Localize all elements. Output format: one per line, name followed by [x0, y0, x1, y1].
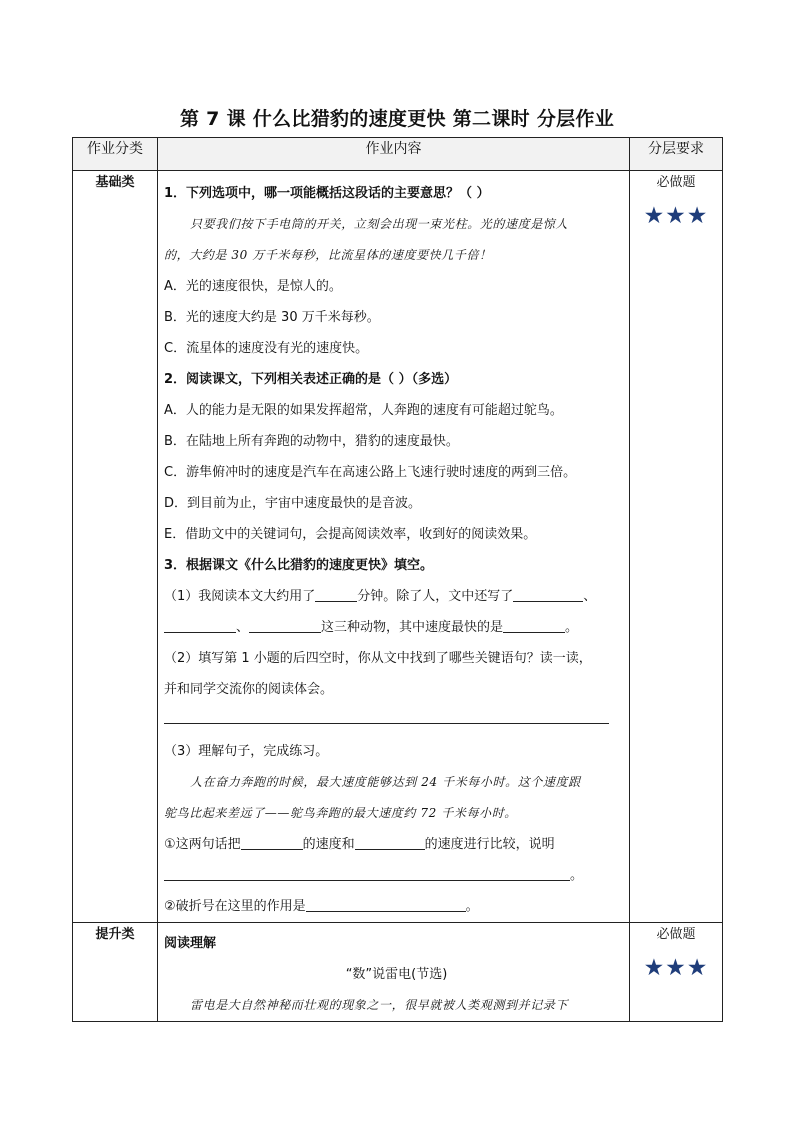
fill-blank-compare-2[interactable] — [355, 835, 425, 850]
question-2: 2．阅读课文，下列相关表述正确的是（ ）（多选） — [164, 372, 458, 387]
q3-1-text-c: 、 — [583, 589, 597, 604]
advanced-row — [73, 923, 723, 1022]
q3-sub1-text-c: 的速度进行比较，说明 — [424, 837, 555, 852]
q3-sub-1-line-1 — [164, 829, 629, 860]
q2-option-c[interactable]: C．游隼俯冲时的速度是汽车在高速公路上飞速行驶时速度的两到三倍。 — [164, 465, 577, 480]
header-content: 作业内容 — [158, 138, 630, 171]
advanced-requirement — [630, 923, 723, 1022]
question-3: 3．根据课文《什么比猎豹的速度更快》填空。 — [164, 558, 434, 573]
fill-blank-animal-2[interactable] — [164, 618, 236, 633]
fill-blank-compare-1[interactable] — [241, 835, 303, 850]
q3-part-2-line-1: （2）填写第 1 小题的后四空时，你从文中找到了哪些关键语句？读一读， — [164, 651, 592, 666]
q3-part-2-line-2: 并和同学交流你的阅读体会。 — [164, 682, 334, 697]
q3-part-1-line-1 — [164, 581, 629, 612]
basic-requirement — [630, 171, 723, 923]
star-rating-icon: ★★★ — [643, 955, 709, 981]
reading-heading: 阅读理解 — [164, 936, 217, 951]
basic-requirement-label: 必做题 — [656, 175, 696, 190]
q1-passage-line-2: 的，大约是 30 万千米每秒，比流星体的速度要快几千倍！ — [164, 248, 492, 262]
q3-1-text-a: （1）我阅读本文大约用了 — [164, 589, 316, 604]
q3-passage-line-2: 鸵鸟比起来差远了——鸵鸟奔跑的最大速度约 72 千米每小时。 — [164, 806, 517, 820]
table-header-row — [73, 138, 723, 171]
q1-option-c[interactable]: C．流星体的速度没有光的速度快。 — [164, 341, 369, 356]
header-requirement: 分层要求 — [630, 138, 723, 171]
q3-sub2-text-a: ②破折号在这里的作用是 — [164, 899, 306, 914]
fill-blank-explain[interactable] — [164, 866, 570, 881]
q3-1-text-e: 这三种动物，其中速度最快的是 — [321, 620, 504, 635]
basic-content — [158, 171, 630, 923]
q3-sub-1-line-2 — [164, 860, 629, 891]
q3-1-text-b: 分钟。除了人，文中还写了 — [357, 589, 514, 604]
fill-blank-dash-purpose[interactable] — [306, 897, 466, 912]
q1-option-b[interactable]: B．光的速度大约是 30 万千米每秒。 — [164, 310, 380, 325]
header-category: 作业分类 — [73, 138, 158, 171]
basic-category: 基础类 — [73, 171, 158, 923]
homework-table — [72, 137, 723, 1022]
reading-passage: 雷电是大自然神秘而壮观的现象之一，很早就被人类观测到并记录下 — [190, 998, 569, 1012]
q3-sub1-text-a: ①这两句话把 — [164, 837, 241, 852]
star-rating-icon: ★★★ — [643, 203, 709, 229]
advanced-content — [158, 923, 630, 1022]
answer-line-q3-2[interactable] — [164, 705, 609, 724]
q2-option-e[interactable]: E．借助文中的关键词句，会提高阅读效率，收到好的阅读效果。 — [164, 527, 537, 542]
q3-sub2-text-b: 。 — [465, 899, 479, 914]
q2-option-d[interactable]: D．到目前为止，宇宙中速度最快的是音波。 — [164, 496, 422, 511]
q3-sub1-text-b: 的速度和 — [302, 837, 355, 852]
q3-part-3: （3）理解句子，完成练习。 — [164, 744, 329, 759]
fill-blank-fastest[interactable] — [503, 618, 565, 633]
fill-blank-animal-3[interactable] — [249, 618, 321, 633]
q3-passage-line-1: 人在奋力奔跑的时候，最大速度能够达到 24 千米每小时。这个速度跟 — [190, 775, 581, 789]
q3-part-1-line-2 — [164, 612, 629, 643]
q1-option-a[interactable]: A．光的速度很快，是惊人的。 — [164, 279, 342, 294]
fill-blank-animal-1[interactable] — [513, 587, 583, 602]
advanced-category: 提升类 — [73, 923, 158, 1022]
basic-row — [73, 171, 723, 923]
q2-option-b[interactable]: B．在陆地上所有奔跑的动物中，猎豹的速度最快。 — [164, 434, 459, 449]
page-title: 第 7 课 什么比猎豹的速度更快 第二课时 分层作业 — [179, 108, 615, 130]
q2-option-a[interactable]: A．人的能力是无限的如果发挥超常，人奔跑的速度有可能超过鸵鸟。 — [164, 403, 563, 418]
question-1: 1．下列选项中，哪一项能概括这段话的主要意思？（ ） — [164, 186, 490, 201]
q1-passage-line-1: 只要我们按下手电筒的开关，立刻会出现一束光柱。光的速度是惊人 — [190, 217, 569, 231]
reading-subtitle: “数”说雷电(节选) — [345, 967, 448, 982]
q3-1-text-f: 。 — [565, 620, 579, 635]
q3-1-text-d: 、 — [236, 620, 250, 635]
fill-blank-minutes[interactable] — [315, 587, 357, 602]
q3-sub-2 — [164, 891, 629, 922]
q3-sub1-text-d: 。 — [570, 868, 584, 883]
advanced-requirement-label: 必做题 — [656, 927, 696, 942]
